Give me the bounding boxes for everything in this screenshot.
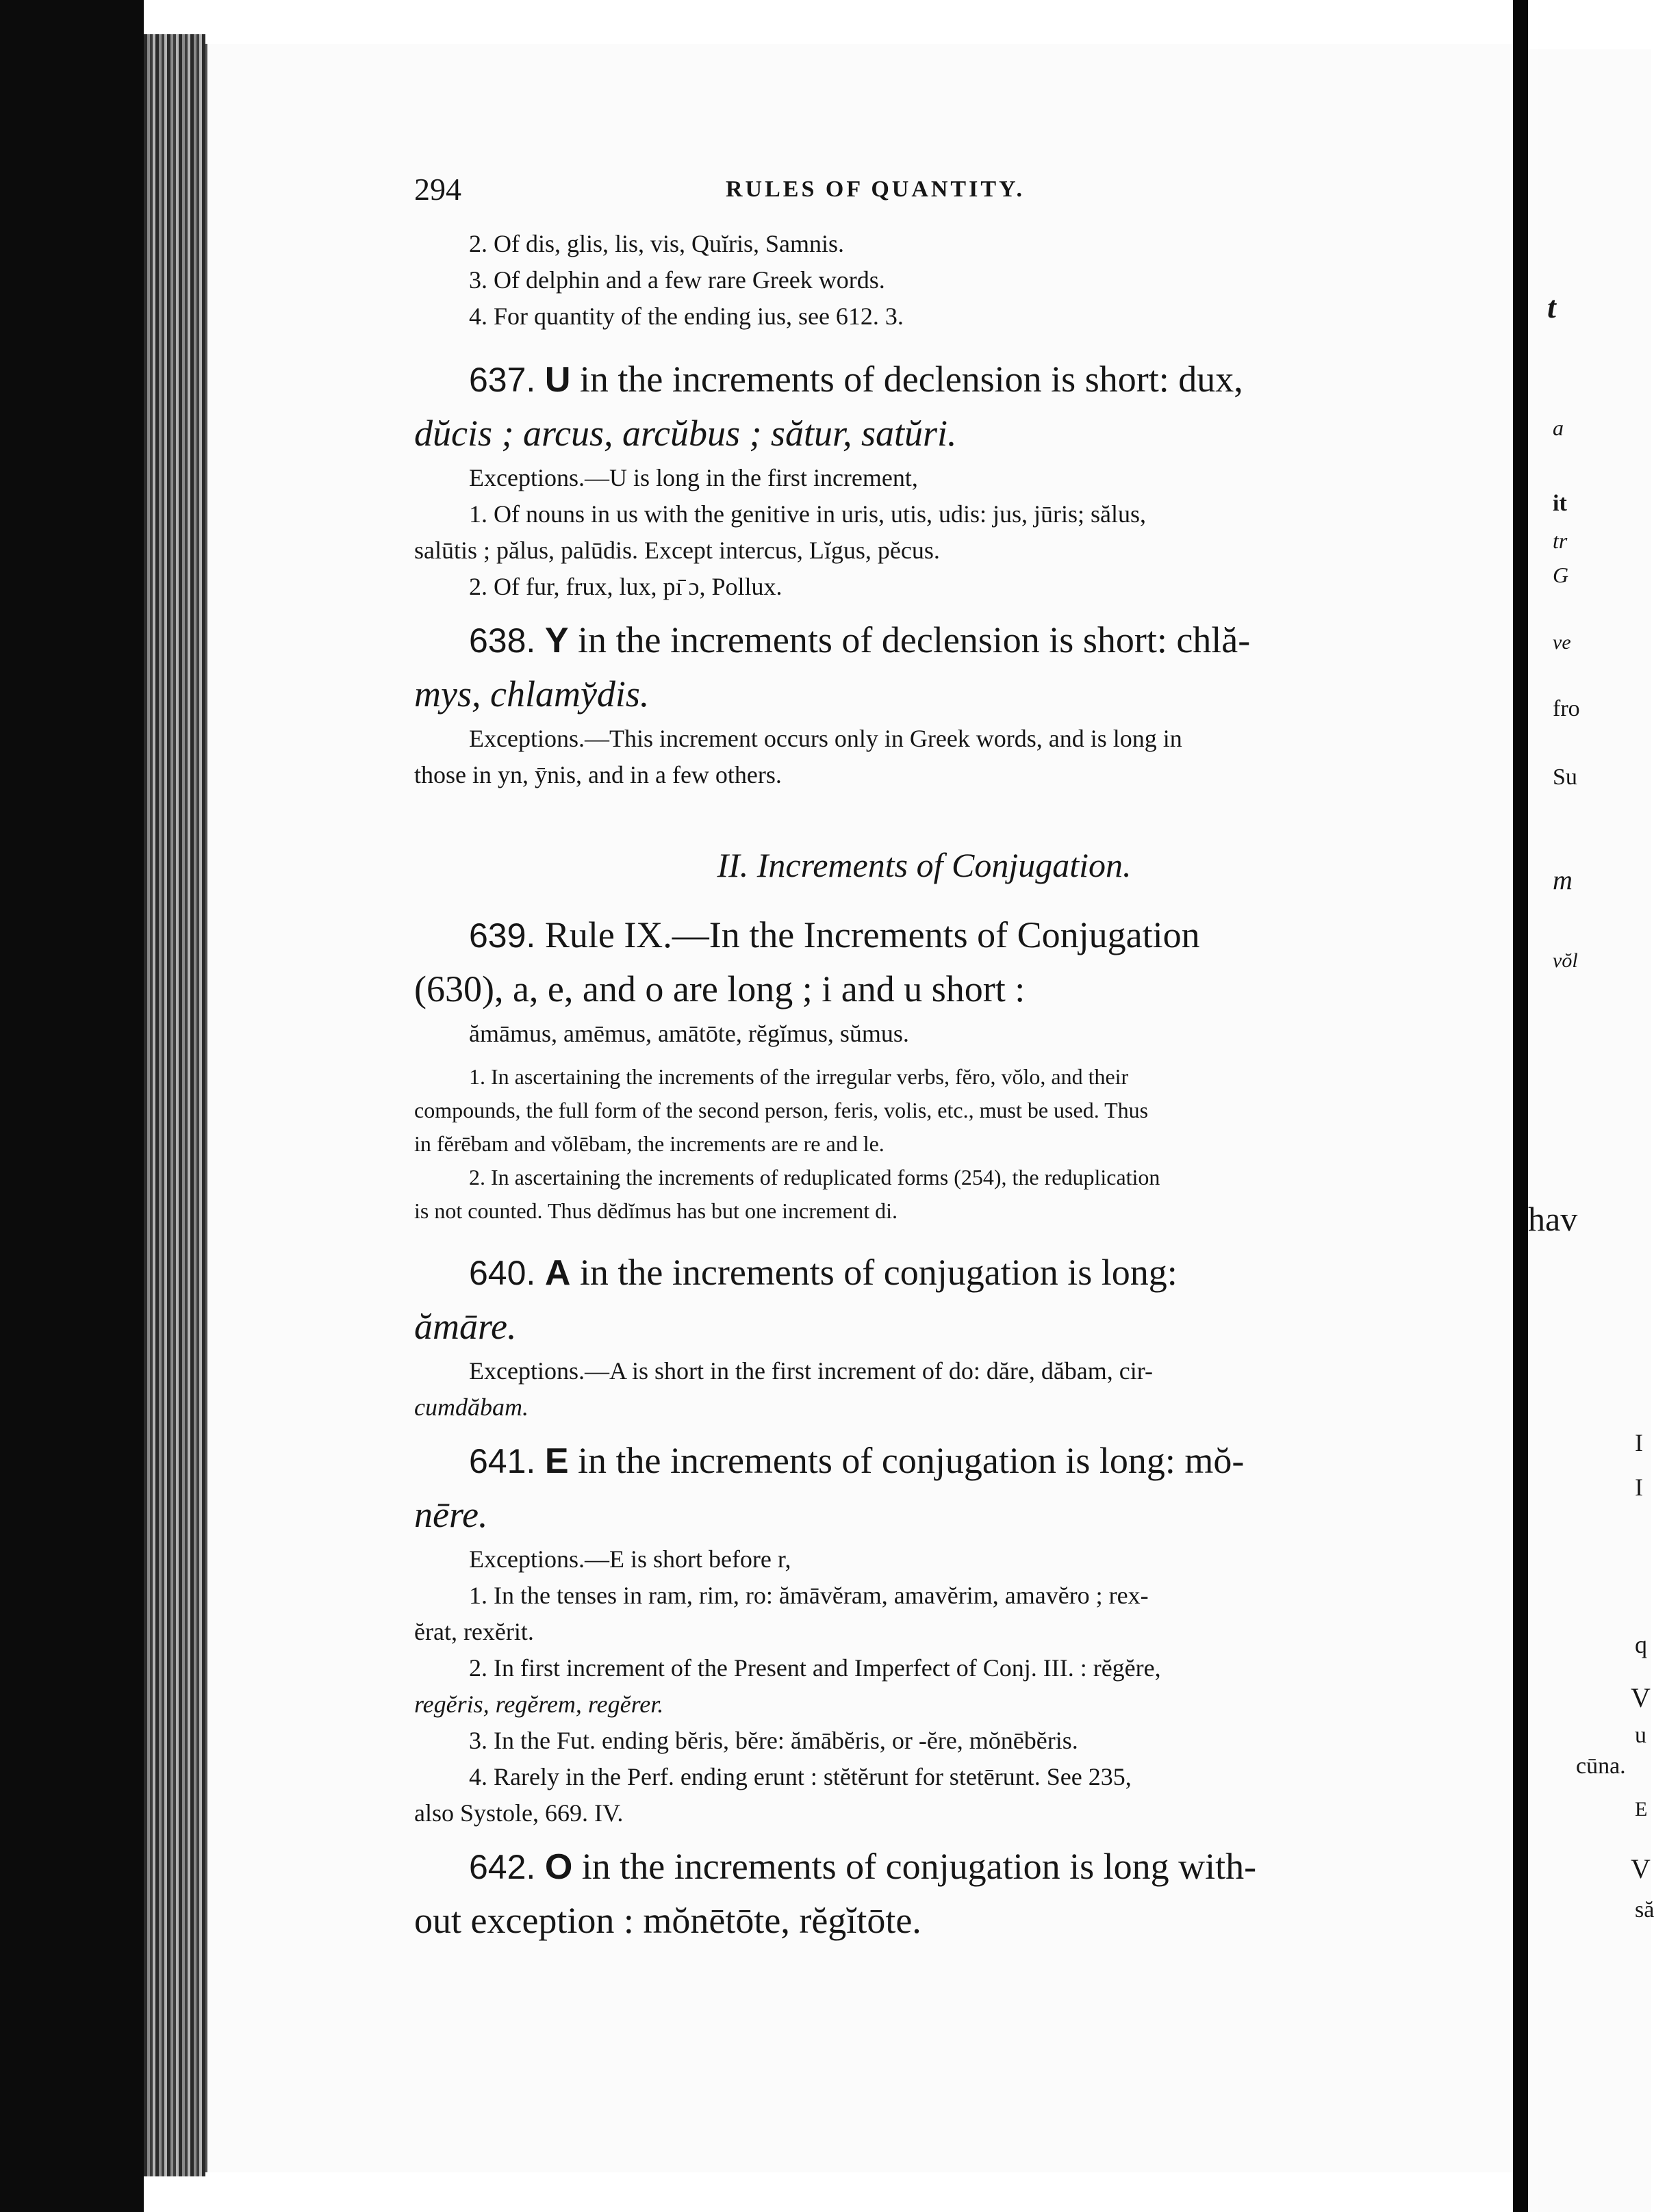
rule-text: mys, chlamy̆dis. xyxy=(414,673,650,715)
text-line: 1. In the tenses in ram, rim, ro: ămāvĕram, amavĕrim, amavĕro ; rex- xyxy=(469,1582,1149,1609)
exceptions: Exceptions.—U is long in the first increment, xyxy=(469,464,918,491)
section-number: 638. xyxy=(469,621,536,660)
fragment: it xyxy=(1553,491,1567,516)
fragment: tr xyxy=(1553,528,1568,553)
text-line: 2. Of fur, frux, lux, pı̄ ɔ, Pollux. xyxy=(469,573,783,600)
fragment: m xyxy=(1553,864,1573,895)
fragment: G xyxy=(1553,563,1569,587)
rule-637 xyxy=(414,352,1407,407)
note-line: compounds, the full form of the second person, feris, volis, etc., must be used. Thus xyxy=(414,1098,1149,1122)
fragment: fro xyxy=(1553,696,1580,721)
page-number: 294 xyxy=(414,172,461,207)
fragment: V xyxy=(1631,1682,1651,1713)
rule-text: in the increments of conjugation is long with- xyxy=(581,1846,1257,1887)
exceptions: Exceptions.—E is short before r, xyxy=(469,1545,791,1573)
rule-641 xyxy=(414,1434,1407,1488)
exceptions: Exceptions.—This increment occurs only in Greek words, and is long in xyxy=(469,725,1182,752)
page-edges xyxy=(144,34,205,2176)
book-gutter xyxy=(1513,0,1528,2212)
section-number: 640. xyxy=(469,1254,536,1292)
text-line: ĕrat, rexĕrit. xyxy=(414,1618,534,1645)
note-line: 1. In ascertaining the increments of the irregular verbs, fĕro, vŏlo, and their xyxy=(469,1064,1129,1089)
rule-text: Rule IX.—In the Increments of Conjugation xyxy=(544,914,1200,955)
note-line: in fĕrēbam and vŏlēbam, the increments are re and le. xyxy=(414,1131,885,1156)
text-line: 2. Of dis, glis, lis, vis, Quĭris, Samnis. xyxy=(469,230,845,257)
exceptions: Exceptions.—A is short in the first increment of do: dăre, dăbam, cir- xyxy=(469,1357,1154,1385)
rule-text: dŭcis ; arcus, arcŭbus ; sătur, satŭri. xyxy=(414,413,957,454)
rule-text: in the increments of declension is short: chlă- xyxy=(578,619,1251,660)
fragment: I xyxy=(1635,1474,1643,1501)
fragment: vŏl xyxy=(1553,949,1578,972)
text-line: 1. Of nouns in us with the genitive in uris, utis, udis: jus, jūris; sălus, xyxy=(469,500,1146,528)
rule-638 xyxy=(414,613,1407,667)
section-number: 639. xyxy=(469,916,536,955)
running-title: RULES OF QUANTITY. xyxy=(726,177,1025,202)
section-letter: Y xyxy=(544,621,569,660)
text-line: 3. Of delphin and a few rare Greek words. xyxy=(469,266,885,294)
rule-text: nēre. xyxy=(414,1494,488,1535)
fragment: u xyxy=(1635,1723,1646,1748)
book-spine xyxy=(0,0,144,2212)
fragment: t xyxy=(1547,290,1556,324)
page-header xyxy=(414,171,1407,226)
section-letter: A xyxy=(544,1253,571,1293)
section-letter: U xyxy=(544,360,571,400)
right-page-fragment xyxy=(1528,49,1654,2212)
section-letter: E xyxy=(544,1441,569,1481)
rule-640 xyxy=(414,1246,1407,1300)
text-line: 2. In first increment of the Present and Imperfect of Conj. III. : rĕgĕre, xyxy=(469,1654,1161,1682)
page-content xyxy=(414,171,1407,1947)
text-line: 4. For quantity of the ending ius, see 612. 3. xyxy=(469,303,904,330)
example-line: ămāmus, amēmus, amātōte, rĕgĭmus, sŭmus. xyxy=(469,1020,909,1047)
text-line: regĕris, regĕrem, regĕrer. xyxy=(414,1690,664,1718)
fragment: q xyxy=(1635,1631,1647,1658)
fragment: hav xyxy=(1528,1200,1578,1238)
rule-text: in the increments of conjugation is long: mŏ- xyxy=(578,1440,1245,1481)
text-line: those in yn, ȳnis, and in a few others. xyxy=(414,761,782,788)
text-line: salūtis ; pălus, palūdis. Except intercus, Lĭgus, pĕcus. xyxy=(414,537,940,564)
fragment: ve xyxy=(1553,631,1571,654)
fragment: Su xyxy=(1553,764,1577,790)
section-number: 642. xyxy=(469,1848,536,1886)
rule-text: in the increments of conjugation is long: xyxy=(579,1252,1178,1293)
section-number: 641. xyxy=(469,1442,536,1480)
fragment: I xyxy=(1635,1429,1643,1456)
fragment: cūna. xyxy=(1576,1753,1626,1779)
rule-text: ămāre. xyxy=(414,1306,517,1347)
note-line: 2. In ascertaining the increments of reduplicated forms (254), the reduplication xyxy=(469,1165,1160,1189)
fragment: E xyxy=(1635,1798,1648,1821)
text-line: 4. Rarely in the Perf. ending erunt : stĕtĕrunt for stetērunt. See 235, xyxy=(469,1763,1132,1790)
rule-text: out exception : mŏnētōte, rĕgĭtōte. xyxy=(414,1900,921,1941)
section-number: 637. xyxy=(469,361,536,399)
section-heading: II. Increments of Conjugation. xyxy=(717,846,1132,884)
fragment: a xyxy=(1553,415,1564,440)
rule-text: in the increments of declension is short: dux, xyxy=(579,359,1243,400)
section-letter: O xyxy=(544,1847,573,1887)
rule-text: (630), a, e, and o are long ; i and u short : xyxy=(414,968,1026,1009)
text-line: cumdăbam. xyxy=(414,1393,529,1421)
rule-642 xyxy=(414,1840,1407,1894)
rule-639 xyxy=(414,908,1407,962)
fragment: să xyxy=(1635,1897,1654,1922)
text-line: 3. In the Fut. ending bĕris, bĕre: ămābĕris, or -ĕre, mŏnēbĕris. xyxy=(469,1727,1078,1754)
note-line: is not counted. Thus dĕdĭmus has but one increment di. xyxy=(414,1198,898,1223)
fragment: V xyxy=(1631,1853,1651,1884)
text-line: also Systole, 669. IV. xyxy=(414,1799,624,1827)
